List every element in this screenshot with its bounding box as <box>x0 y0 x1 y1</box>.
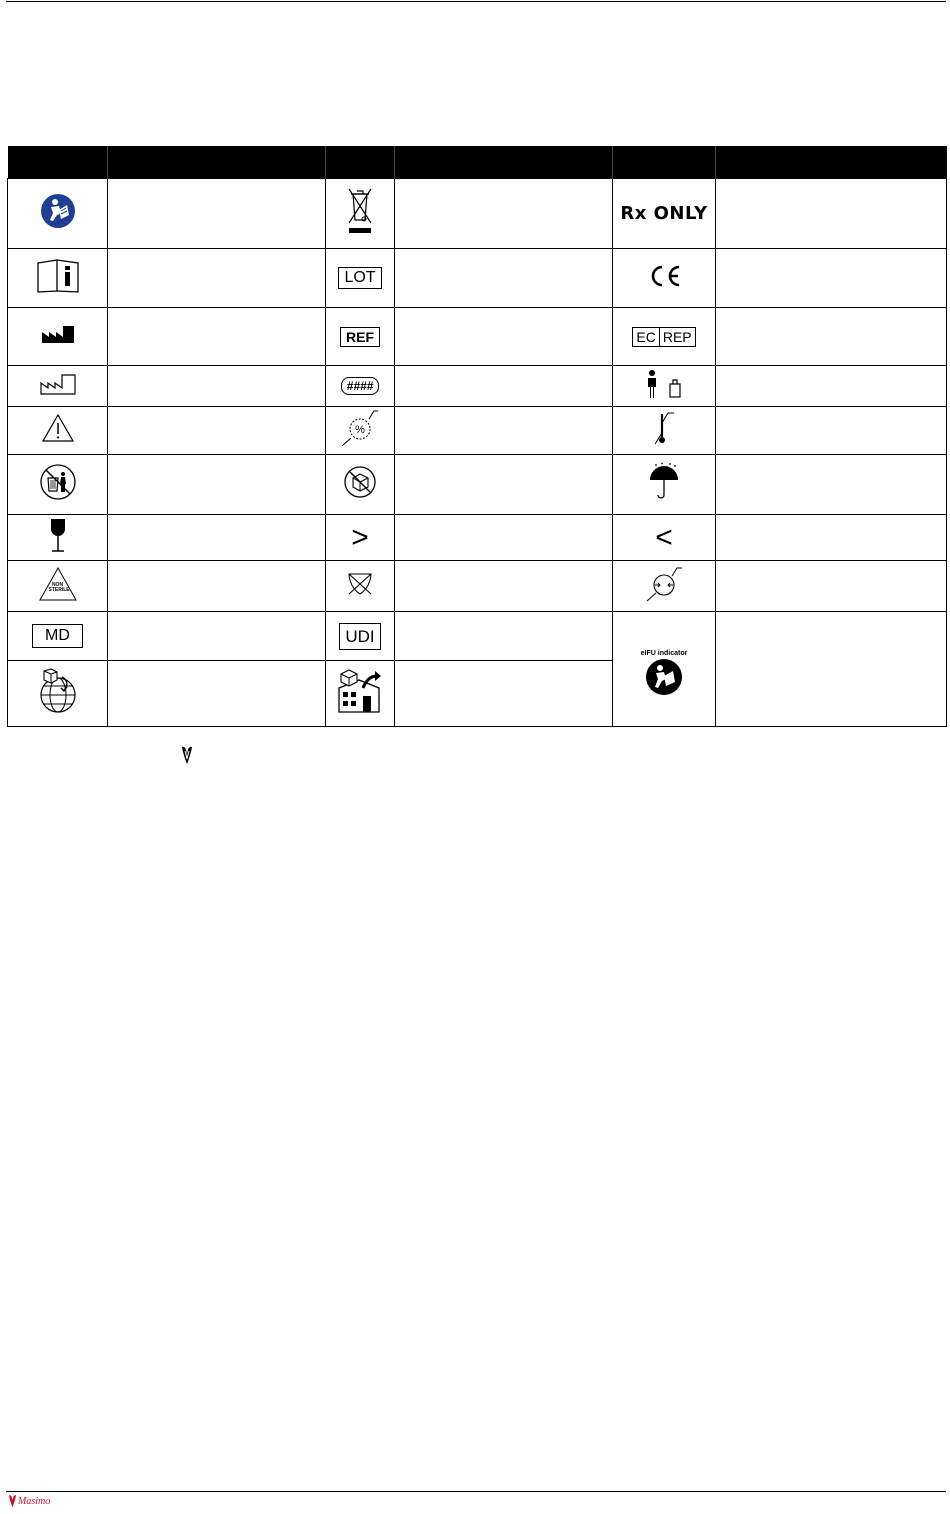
symbol-cell <box>326 612 395 661</box>
symbol-cell <box>326 455 395 515</box>
manufacturer-icon <box>41 324 75 344</box>
symbol-cell <box>326 308 395 366</box>
description-cell <box>395 515 613 561</box>
symbol-cell <box>613 249 716 308</box>
symbol-cell <box>326 407 395 455</box>
svg-text:%: % <box>355 424 365 436</box>
symbol-cell <box>8 407 108 455</box>
description-cell <box>395 407 613 455</box>
description-cell <box>395 179 613 249</box>
caution-icon <box>41 413 75 443</box>
description-cell <box>108 561 326 612</box>
header-description-2 <box>395 146 613 179</box>
non-sterile-label: NON STERILE <box>48 581 70 593</box>
pressure-limit-icon <box>644 565 684 603</box>
ce-mark-icon <box>646 264 682 288</box>
description-cell <box>108 455 326 515</box>
description-cell <box>108 661 326 727</box>
footer-logo <box>8 1494 50 1508</box>
header-description-3 <box>716 146 947 179</box>
header-symbol-1 <box>8 146 108 179</box>
distributor-icon <box>337 668 383 714</box>
symbol-cell <box>8 179 108 249</box>
symbol-cell <box>8 612 108 661</box>
no-latex-icon <box>346 571 374 597</box>
table-row <box>8 455 947 515</box>
no-packaging-damage-icon <box>343 465 377 499</box>
description-cell <box>395 308 613 366</box>
non-sterile-icon <box>38 566 78 602</box>
description-cell <box>108 515 326 561</box>
temperature-limit-icon <box>652 409 676 447</box>
symbol-cell <box>8 455 108 515</box>
table-row <box>8 249 947 308</box>
rx-only-symbol: Rx ONLY <box>620 203 708 224</box>
description-cell <box>108 366 326 407</box>
eifu-label: eIFU indicator <box>640 650 688 657</box>
symbol-cell <box>613 455 716 515</box>
table-row <box>8 179 947 249</box>
symbol-cell <box>613 561 716 612</box>
humidity-limit-icon <box>340 408 380 448</box>
serial-number-symbol: #### <box>341 377 380 395</box>
less-than-symbol: < <box>655 520 673 554</box>
description-cell <box>108 249 326 308</box>
symbol-cell <box>326 561 395 612</box>
rep-label: REP <box>662 328 692 345</box>
description-cell <box>395 366 613 407</box>
symbol-cell <box>8 308 108 366</box>
description-cell <box>395 561 613 612</box>
md-symbol: MD <box>32 624 83 648</box>
ec-label: EC <box>633 328 659 346</box>
symbols-table <box>7 146 947 727</box>
symbol-cell <box>326 249 395 308</box>
greater-than-symbol: > <box>351 520 369 554</box>
masimo-marker-icon <box>181 745 193 770</box>
description-cell <box>716 561 947 612</box>
symbol-cell <box>326 366 395 407</box>
table-row <box>8 308 947 366</box>
consult-instructions-icon <box>36 259 80 293</box>
symbol-cell <box>8 249 108 308</box>
eifu-icon <box>641 650 688 696</box>
description-cell <box>716 455 947 515</box>
description-cell <box>716 179 947 249</box>
ec-rep-symbol <box>632 327 695 347</box>
importer-icon <box>36 668 80 714</box>
symbol-cell <box>613 308 716 366</box>
weight-icon <box>643 369 685 399</box>
symbol-cell <box>326 661 395 727</box>
description-cell <box>108 308 326 366</box>
no-trash-icon <box>39 463 77 501</box>
description-cell <box>395 661 613 727</box>
weee-disposal-icon <box>346 186 374 236</box>
table-row <box>8 561 947 612</box>
symbol-cell <box>326 515 395 561</box>
description-cell <box>716 612 947 727</box>
description-cell <box>716 308 947 366</box>
table-row <box>8 612 947 661</box>
symbol-cell <box>8 661 108 727</box>
description-cell <box>108 612 326 661</box>
description-cell <box>108 407 326 455</box>
lot-symbol: LOT <box>338 267 381 289</box>
description-cell <box>716 249 947 308</box>
table-row <box>8 366 947 407</box>
follow-instructions-icon <box>40 193 76 229</box>
brand-name: Masimo <box>18 1495 51 1507</box>
description-cell <box>716 407 947 455</box>
description-cell <box>716 515 947 561</box>
footer-rule <box>6 1491 946 1492</box>
header-symbol-3 <box>613 146 716 179</box>
symbol-cell <box>613 366 716 407</box>
symbol-cell <box>613 179 716 249</box>
symbol-cell <box>8 561 108 612</box>
symbol-cell <box>8 515 108 561</box>
symbol-cell <box>8 366 108 407</box>
symbol-cell <box>613 612 716 727</box>
udi-symbol: UDI <box>339 623 380 650</box>
description-cell <box>108 179 326 249</box>
symbol-cell <box>326 179 395 249</box>
header-symbol-2 <box>326 146 395 179</box>
ref-symbol: REF <box>340 327 380 347</box>
description-cell <box>395 249 613 308</box>
keep-dry-icon <box>646 462 682 502</box>
header-description-1 <box>108 146 326 179</box>
masimo-logo-icon <box>8 1494 17 1508</box>
date-of-manufacture-icon <box>40 373 76 395</box>
symbol-cell <box>613 407 716 455</box>
table-row <box>8 407 947 455</box>
fragile-icon <box>49 517 67 553</box>
symbol-cell <box>613 515 716 561</box>
description-cell <box>395 612 613 661</box>
table-header-row <box>8 146 947 179</box>
description-cell <box>395 455 613 515</box>
header-rule <box>6 1 946 2</box>
description-cell <box>716 366 947 407</box>
table-row <box>8 515 947 561</box>
